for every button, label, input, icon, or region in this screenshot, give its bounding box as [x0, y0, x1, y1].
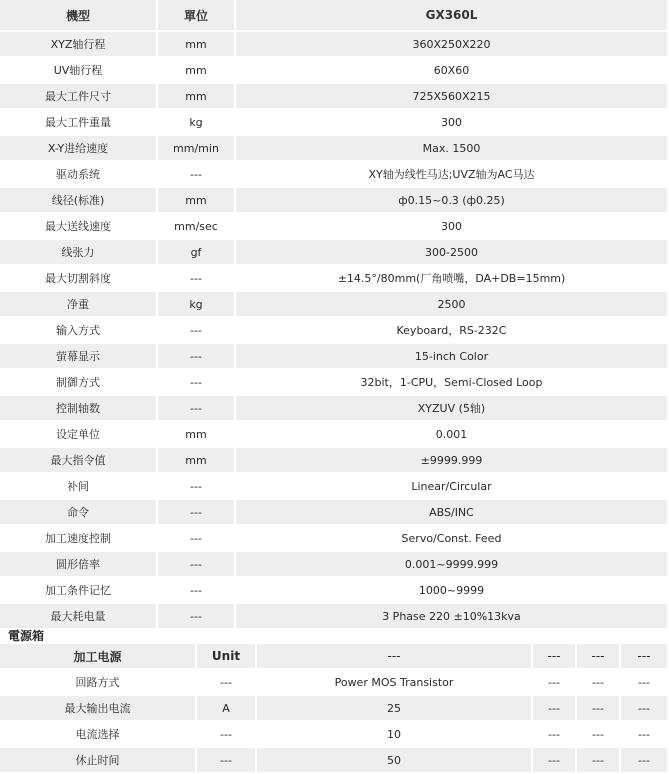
spec-value: 60X60: [236, 58, 669, 84]
spec-label: 最大工件重量: [0, 110, 158, 136]
table-row: [0, 526, 669, 552]
power-header-col-5: ---: [577, 644, 621, 670]
power-table-body: [0, 644, 669, 774]
table-row: [0, 448, 669, 474]
table-row: [0, 318, 669, 344]
power-value: ---: [533, 696, 577, 722]
spec-unit: mm/min: [158, 136, 236, 162]
spec-unit: mm/sec: [158, 214, 236, 240]
power-unit: ---: [197, 670, 257, 696]
power-value: 10: [257, 722, 533, 748]
spec-value: 3 Phase 220 ±10%13kva: [236, 604, 669, 630]
power-header-row: [0, 644, 669, 670]
power-table: [0, 644, 669, 774]
spec-unit: ---: [158, 266, 236, 292]
spec-label: 最大耗电量: [0, 604, 158, 630]
spec-value: Keyboard，RS-232C: [236, 318, 669, 344]
power-value: ---: [533, 670, 577, 696]
spec-header-row: [0, 0, 669, 32]
power-value: ---: [577, 670, 621, 696]
spec-label: XYZ轴行程: [0, 32, 158, 58]
table-row: [0, 32, 669, 58]
spec-value: 2500: [236, 292, 669, 318]
spec-label: 最大指令值: [0, 448, 158, 474]
table-row: [0, 58, 669, 84]
table-row: [0, 748, 669, 774]
spec-value: Servo/Const. Feed: [236, 526, 669, 552]
spec-label: 驱动系统: [0, 162, 158, 188]
spec-unit: mm: [158, 188, 236, 214]
spec-value: Max. 1500: [236, 136, 669, 162]
spec-label: 圆形倍率: [0, 552, 158, 578]
table-row: [0, 84, 669, 110]
table-row: [0, 474, 669, 500]
spec-unit: ---: [158, 162, 236, 188]
spec-unit: ---: [158, 578, 236, 604]
table-row: [0, 370, 669, 396]
table-row: [0, 696, 669, 722]
table-row: [0, 670, 669, 696]
spec-label: X-Y进给速度: [0, 136, 158, 162]
header-unit: 單位: [158, 0, 236, 32]
power-value: ---: [577, 748, 621, 774]
power-label: 回路方式: [0, 670, 197, 696]
spec-label: 线张力: [0, 240, 158, 266]
spec-label: 线径(标准): [0, 188, 158, 214]
spec-label: 最大送线速度: [0, 214, 158, 240]
spec-unit: ---: [158, 318, 236, 344]
power-value: ---: [621, 696, 669, 722]
table-row: [0, 136, 669, 162]
spec-unit: ---: [158, 552, 236, 578]
table-row: [0, 552, 669, 578]
power-value: ---: [577, 696, 621, 722]
power-unit: A: [197, 696, 257, 722]
spec-label: 加工速度控制: [0, 526, 158, 552]
spec-unit: gf: [158, 240, 236, 266]
spec-unit: mm: [158, 32, 236, 58]
spec-label: 最大切割斜度: [0, 266, 158, 292]
spec-unit: mm: [158, 422, 236, 448]
spec-value: XYZUV (5轴): [236, 396, 669, 422]
power-value: 50: [257, 748, 533, 774]
spec-unit: ---: [158, 474, 236, 500]
spec-value: 15-inch Color: [236, 344, 669, 370]
spec-value: 1000~9999: [236, 578, 669, 604]
table-row: [0, 110, 669, 136]
spec-unit: ---: [158, 370, 236, 396]
header-model: 機型: [0, 0, 158, 32]
spec-label: UV轴行程: [0, 58, 158, 84]
table-row: [0, 240, 669, 266]
table-row: [0, 214, 669, 240]
spec-unit: ---: [158, 604, 236, 630]
spec-label: 最大工件尺寸: [0, 84, 158, 110]
spec-value: 300-2500: [236, 240, 669, 266]
spec-unit: mm: [158, 84, 236, 110]
spec-value: 725X560X215: [236, 84, 669, 110]
spec-unit: ---: [158, 344, 236, 370]
power-header-col-4: ---: [533, 644, 577, 670]
table-row: [0, 578, 669, 604]
table-row: [0, 344, 669, 370]
power-label: 最大输出电流: [0, 696, 197, 722]
power-value: ---: [533, 722, 577, 748]
spec-unit: ---: [158, 396, 236, 422]
power-header-label: 加工电源: [0, 644, 197, 670]
header-model-value: GX360L: [236, 0, 669, 32]
spec-label: 补间: [0, 474, 158, 500]
spec-value: ф0.15~0.3 (ф0.25): [236, 188, 669, 214]
spec-value: Linear/Circular: [236, 474, 669, 500]
spec-unit: ---: [158, 500, 236, 526]
table-row: [0, 604, 669, 630]
power-label: 电流选择: [0, 722, 197, 748]
spec-value: ±14.5°/80mm(厂角喷嘴，DA+DB=15mm): [236, 266, 669, 292]
power-header-col-3: ---: [257, 644, 533, 670]
table-row: [0, 266, 669, 292]
power-value: ---: [533, 748, 577, 774]
power-section-title: 電源箱: [8, 629, 45, 643]
spec-value: ±9999.999: [236, 448, 669, 474]
spec-value: 32bit，1-CPU，Semi-Closed Loop: [236, 370, 669, 396]
spec-value: XY轴为线性马达;UVZ轴为AC马达: [236, 162, 669, 188]
spec-value: 300: [236, 214, 669, 240]
power-value: ---: [621, 748, 669, 774]
spec-label: 制御方式: [0, 370, 158, 396]
spec-value: 300: [236, 110, 669, 136]
spec-unit: mm: [158, 58, 236, 84]
spec-label: 输入方式: [0, 318, 158, 344]
spec-unit: kg: [158, 292, 236, 318]
table-row: [0, 162, 669, 188]
power-header-unit: Unit: [197, 644, 257, 670]
table-row: [0, 396, 669, 422]
table-row: [0, 422, 669, 448]
power-value: ---: [621, 722, 669, 748]
spec-value: 360X250X220: [236, 32, 669, 58]
power-value: ---: [621, 670, 669, 696]
table-row: [0, 722, 669, 748]
table-row: [0, 188, 669, 214]
spec-value: 0.001~9999.999: [236, 552, 669, 578]
spec-unit: kg: [158, 110, 236, 136]
power-unit: ---: [197, 722, 257, 748]
spec-label: 净重: [0, 292, 158, 318]
power-value: 25: [257, 696, 533, 722]
spec-label: 加工条件记忆: [0, 578, 158, 604]
spec-value: ABS/INC: [236, 500, 669, 526]
spec-label: 萤幕显示: [0, 344, 158, 370]
power-value: ---: [577, 722, 621, 748]
table-row: [0, 292, 669, 318]
power-label: 休止时间: [0, 748, 197, 774]
spec-label: 设定单位: [0, 422, 158, 448]
table-row: [0, 500, 669, 526]
spec-unit: ---: [158, 526, 236, 552]
spec-label: 控制轴数: [0, 396, 158, 422]
power-unit: ---: [197, 748, 257, 774]
spec-value: 0.001: [236, 422, 669, 448]
spec-label: 命令: [0, 500, 158, 526]
power-header-col-6: ---: [621, 644, 669, 670]
spec-unit: mm: [158, 448, 236, 474]
power-value: Power MOS Transistor: [257, 670, 533, 696]
